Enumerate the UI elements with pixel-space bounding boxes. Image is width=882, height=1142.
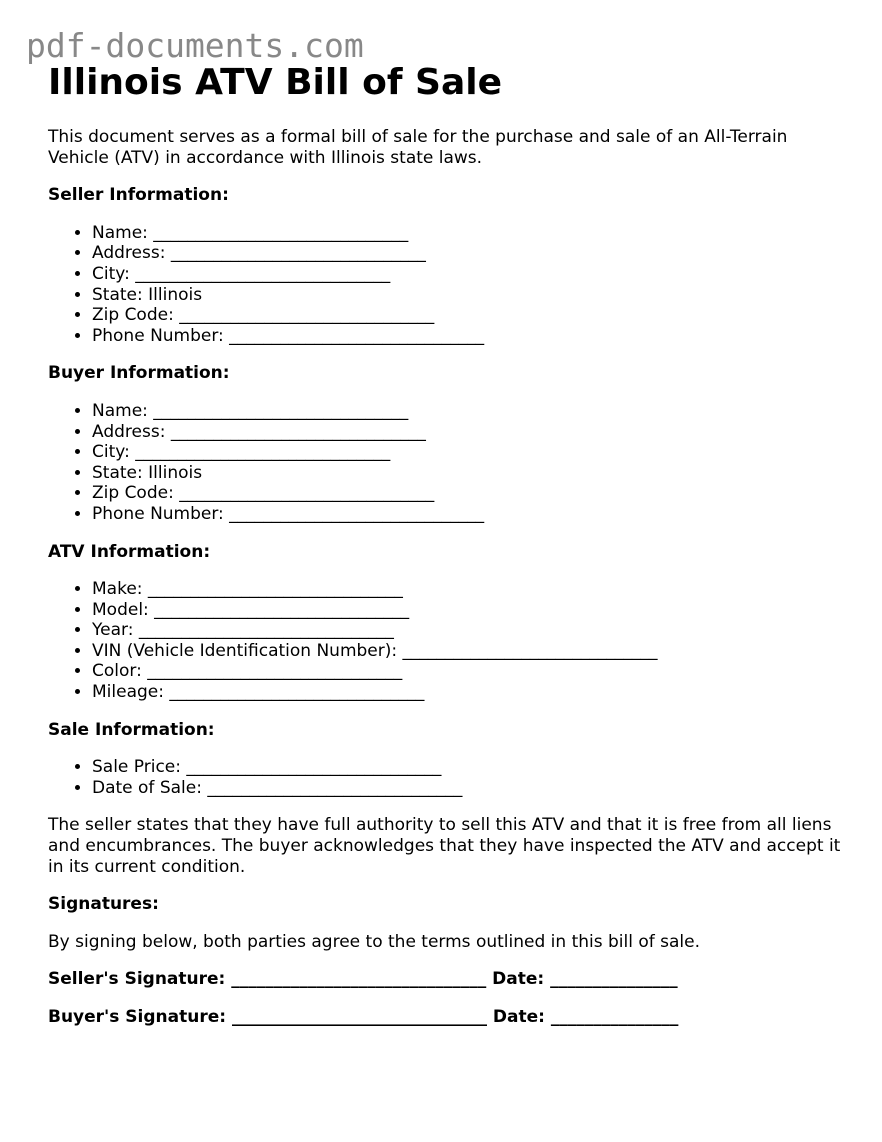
buyer-address-field: • Address: ______________________________	[92, 422, 848, 443]
atv-model-field: • Model: ______________________________	[92, 600, 848, 621]
signatures-heading: Signatures:	[48, 894, 159, 915]
atv-mileage-field: • Mileage: ______________________________	[92, 682, 848, 703]
buyer-section-heading: Buyer Information:	[48, 363, 230, 384]
sale-info-list	[48, 757, 848, 798]
condition-statement: The seller states that they have full authority to sell this ATV and that it is free from all liens and encumbrances. The buyer acknowledges that they have inspected the ATV and accept it in its current condition.	[48, 815, 841, 877]
intro-paragraph: This document serves as a formal bill of sale for the purchase and sale of an All-Terrain Vehicle (ATV) in accordance with Illinois state laws.	[48, 127, 788, 168]
buyer-phone-field: • Phone Number: ______________________________	[92, 504, 848, 525]
atv-year-field: • Year: ______________________________	[92, 620, 848, 641]
buyer-zip-field: • Zip Code: ______________________________	[92, 483, 848, 504]
seller-city-field: • City: ______________________________	[92, 264, 848, 285]
atv-section-heading: ATV Information:	[48, 541, 211, 562]
sale-price-field: • Sale Price: ______________________________	[92, 757, 848, 778]
signatures-intro: By signing below, both parties agree to the terms outlined in this bill of sale.	[48, 931, 701, 952]
atv-make-field: • Make: ______________________________	[92, 579, 848, 600]
buyer-info-list	[48, 401, 848, 525]
atv-color-field: • Color: ______________________________	[92, 661, 848, 682]
buyer-state-field: • State: Illinois	[92, 463, 848, 484]
watermark: pdf-documents.com	[26, 26, 364, 65]
document-page	[48, 60, 848, 1028]
seller-signature-line: Seller's Signature: ______________________________ Date: _______________	[48, 969, 678, 990]
document-title: Illinois ATV Bill of Sale	[48, 62, 502, 103]
buyer-name-field: • Name: ______________________________	[92, 401, 848, 422]
seller-name-field: • Name: ______________________________	[92, 223, 848, 244]
seller-address-field: • Address: ______________________________	[92, 243, 848, 264]
seller-phone-field: • Phone Number: ______________________________	[92, 326, 848, 347]
atv-vin-field: • VIN (Vehicle Identification Number): ______________________________	[92, 641, 848, 662]
buyer-signature-line: Buyer's Signature: ______________________________ Date: _______________	[48, 1007, 679, 1027]
seller-info-list	[48, 223, 848, 347]
seller-state-field: • State: Illinois	[92, 285, 848, 306]
sale-section-heading: Sale Information:	[48, 719, 215, 740]
seller-section-heading: Seller Information:	[48, 185, 229, 206]
atv-info-list	[48, 579, 848, 703]
sale-date-field: • Date of Sale: ______________________________	[92, 778, 848, 799]
seller-zip-field: • Zip Code: ______________________________	[92, 305, 848, 326]
buyer-city-field: • City: ______________________________	[92, 442, 848, 463]
